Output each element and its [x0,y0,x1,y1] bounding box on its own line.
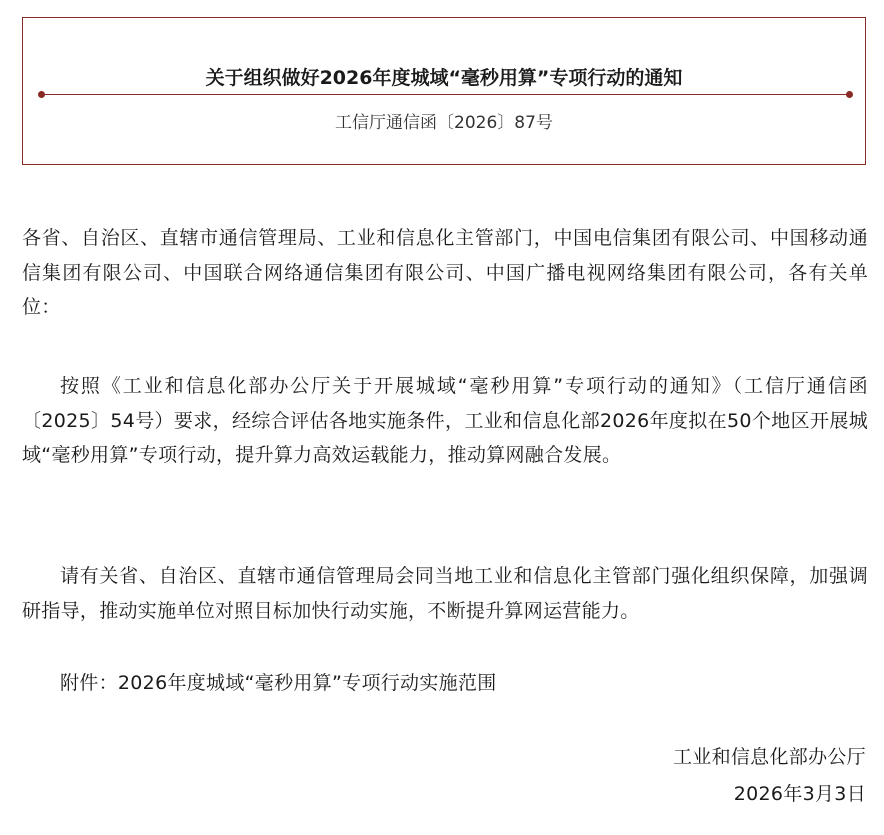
header-divider [41,94,850,95]
document-header [22,17,866,165]
signature-date: 2026年3月3日 [733,783,866,805]
body-paragraph-2: 请有关省、自治区、直辖市通信管理局会同当地工业和信息化主管部门强化组织保障，加强调研指导，推动实施单位对照目标加快行动实施，不断提升算网运营能力。 [22,565,868,622]
document-title: 关于组织做好2026年度城域“毫秒用算”专项行动的通知 [205,67,683,89]
addressee-paragraph: 各省、自治区、直辖市通信管理局、工业和信息化主管部门，中国电信集团有限公司、中国移动通信集团有限公司、中国联合网络通信集团有限公司、中国广播电视网络集团有限公司，各有关单位： [22,227,868,318]
divider-left-dot [38,91,45,98]
body-paragraph-1: 按照《工业和信息化部办公厅关于开展城域“毫秒用算”专项行动的通知》（工信厅通信函〔2025〕54号）要求，经综合评估各地实施条件，工业和信息化部2026年度拟在50个地区开展城域“毫秒用算”专项行动，提升算力高效运载能力，推动算网融合发展。 [22,375,868,466]
signature-organization: 工业和信息化部办公厅 [672,746,866,768]
attachment-line: 附件：2026年度城域“毫秒用算”专项行动实施范围 [60,672,497,694]
divider-right-dot [846,91,853,98]
document-number: 工信厅通信函〔2026〕87号 [335,113,553,133]
